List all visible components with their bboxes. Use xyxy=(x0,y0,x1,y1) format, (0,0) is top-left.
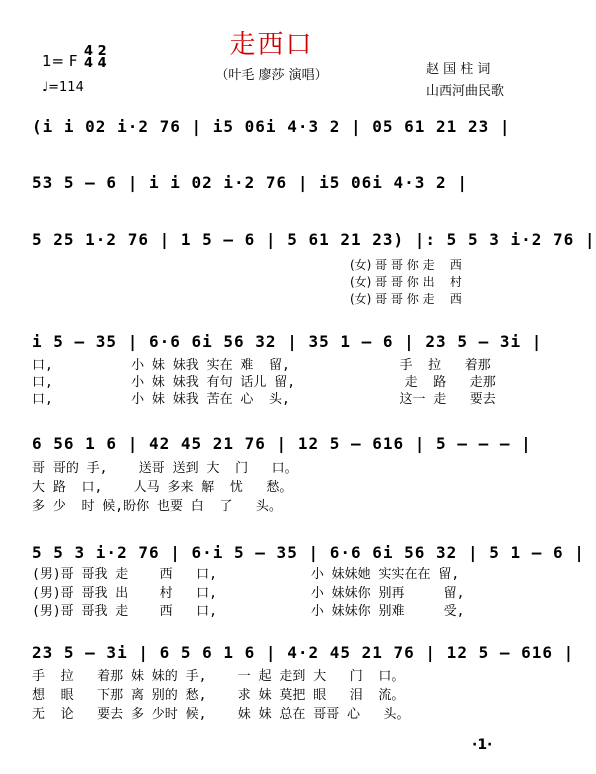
lyric-line: 口, 小 妹 妹我 实在 难 留, 手 拉 着那 xyxy=(32,358,491,373)
time-signature xyxy=(84,46,107,70)
score-line-3: 5 25 1·2 76 | 1 5 – 6 | 5 61 21 23) |: 5 5 3 i·2 76 | xyxy=(32,230,596,249)
verse-1-lead: (女) 哥 哥 你 走 西 xyxy=(350,258,462,272)
lyric-line: 多 少 时 候,盼你 也要 白 了 头。 xyxy=(32,499,282,514)
lyric-line: 大 路 口, 人马 多来 解 忧 愁。 xyxy=(32,480,293,495)
lyric-line: (男)哥 哥我 走 西 口, 小 妹妹你 别难 受, xyxy=(32,604,465,619)
time-signature-top: 4 2 xyxy=(84,44,107,59)
score-line-6: 5 5 3 i·2 76 | 6·i 5 – 35 | 6·6 6i 56 32 | 5 1 – 6 | xyxy=(32,543,585,562)
time-signature-bottom: 4 4 xyxy=(84,56,107,71)
score-line-4: i 5 – 35 | 6·6 6i 56 32 | 35 1 – 6 | 23 5 – 3i | xyxy=(32,332,543,351)
page-number: ·1· xyxy=(472,737,493,753)
score-line-5: 6 56 1 6 | 42 45 21 76 | 12 5 – 616 | 5 – – – | xyxy=(32,434,532,453)
verse-3-lead: (女) 哥 哥 你 走 西 xyxy=(350,292,462,306)
lyric-line: 口, 小 妹 妹我 有句 话儿 留, 走 路 走那 xyxy=(32,375,496,390)
score-line-2: 53 5 – 6 | i i 02 i·2 76 | i5 06i 4·3 2 | xyxy=(32,173,468,192)
lyric-line: 想 眼 下那 离 别的 愁, 求 妹 莫把 眼 泪 流。 xyxy=(32,688,405,703)
score-line-1: (i i 02 i·2 76 | i5 06i 4·3 2 | 05 61 21 23 | xyxy=(32,117,511,136)
lyric-line: (男)哥 哥我 走 西 口, 小 妹妹她 实实在在 留, xyxy=(32,567,460,582)
lyric-line: 口, 小 妹 妹我 苦在 心 头, 这一 走 要去 xyxy=(32,392,496,407)
verse-2-lead: (女) 哥 哥 你 出 村 xyxy=(350,275,462,289)
lyric-line: (男)哥 哥我 出 村 口, 小 妹妹你 别再 留, xyxy=(32,586,465,601)
music-source: 山西河曲民歌 xyxy=(426,84,505,99)
tempo-marking: ♩=114 xyxy=(42,80,84,95)
lyricist-credit: 赵 国 柱 词 xyxy=(426,62,491,77)
key-signature: 1= F xyxy=(42,52,78,70)
song-title: 走西口 xyxy=(229,30,314,60)
lyric-line: 哥 哥的 手, 送哥 送到 大 门 口。 xyxy=(32,461,298,476)
performers: （叶毛 廖莎 演唱） xyxy=(215,68,328,83)
lyric-line: 无 论 要去 多 少时 候, 妹 妹 总在 哥哥 心 头。 xyxy=(32,707,410,722)
lyric-line: 手 拉 着那 妹 妹的 手, 一 起 走到 大 门 口。 xyxy=(32,669,405,684)
score-line-7: 23 5 – 3i | 6 5 6 1 6 | 4·2 45 21 76 | 12 5 – 616 | xyxy=(32,643,575,662)
